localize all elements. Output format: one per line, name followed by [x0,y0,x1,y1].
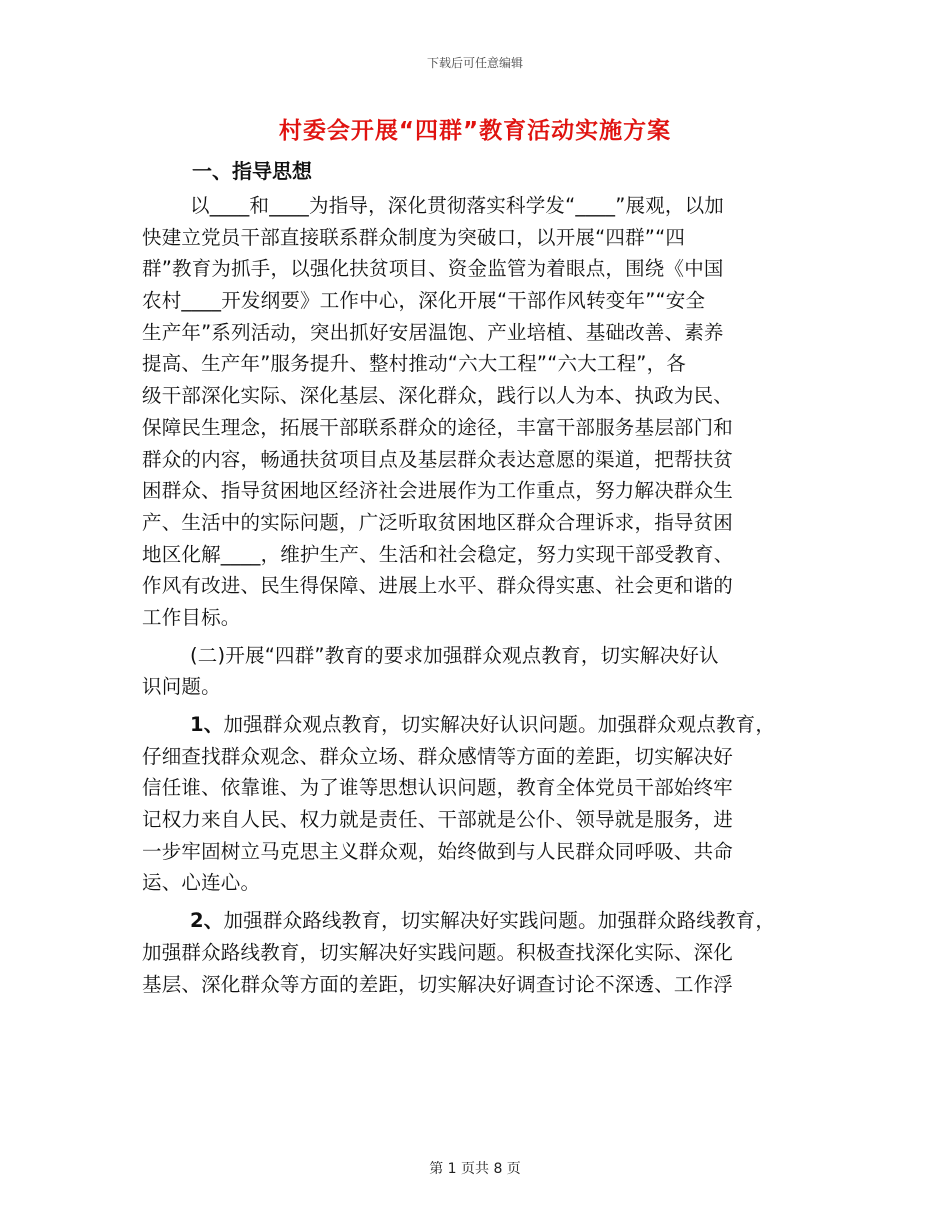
document-title: 村委会开展“四群”教育活动实施方案 [278,118,672,144]
line-text: 运、心连心。 [142,871,261,895]
line-text: 以____和____为指导，深化贯彻落实科学发“____”展观，以加 [190,194,725,217]
paragraph-line [142,348,810,380]
line-text: 群众的内容，畅通扶贫项目点及基层群众表达意愿的渠道，把帮扶贫 [142,447,734,471]
paragraph-line [142,640,810,672]
paragraph-line [142,222,810,254]
section-heading: 一、指导思想 [192,159,312,183]
line-text: 识问题。 [142,675,221,699]
paragraph-line [142,602,810,634]
line-text: 地区化解____，维护生产、生活和社会稳定，努力实现干部受教育、 [142,542,734,566]
document-body [142,190,810,1000]
line-text: 农村____开发纲要》工作中心，深化开展“干部作风转变年”“安全 [142,289,706,313]
line-text: 加强群众观点教育，切实解决好认识问题。加强群众观点教育， [223,713,776,736]
item-number: 1、 [190,713,224,736]
line-text: 作风有改进、民生得保障、进展上水平、群众得实惠、社会更和谐的 [142,574,734,598]
paragraph-line [142,444,810,476]
paragraph-line [142,412,810,444]
paragraph-line [142,380,810,412]
paragraph-line [142,285,810,317]
paragraph-line [142,867,810,899]
header-note: 下载后可任意编辑 [426,56,523,70]
paragraph-line [142,772,810,804]
line-text: 保障民生理念，拓展干部联系群众的途径，丰富干部服务基层部门和 [142,415,734,439]
line-text: 工作目标。 [142,605,241,629]
paragraph-line [142,317,810,349]
line-text: 信任谁、依靠谁、为了谁等思想认识问题，教育全体党员干部始终牢 [142,776,734,800]
line-text: 加强群众路线教育，切实解决好实践问题。积极查找深化实际、深化 [142,940,734,964]
line-text: 加强群众路线教育，切实解决好实践问题。加强群众路线教育， [223,909,776,933]
paragraph [142,709,810,899]
paragraph-line [142,190,810,222]
line-text: 一步牢固树立马克思主义群众观，始终做到与人民群众同呼吸、共命 [142,839,734,863]
line-text: 级干部深化实际、深化基层、深化群众，践行以人为本、执政为民、 [142,384,734,408]
paragraph-line [142,905,810,937]
line-text: 困群众、指导贫困地区经济社会进展作为工作重点，努力解决群众生 [142,479,734,503]
paragraph [142,905,810,1000]
paragraph-line [142,741,810,773]
paragraph [142,640,810,703]
paragraph-line [142,475,810,507]
paragraph-line [142,969,810,1001]
page-footer: 第 1 页共 8 页 [429,1161,521,1177]
paragraph-line [142,253,810,285]
line-text: 基层、深化群众等方面的差距，切实解决好调查讨论不深透、工作浮 [142,972,734,996]
paragraph-line [142,507,810,539]
item-number: 2、 [190,909,224,933]
line-text: 群”教育为抓手，以强化扶贫项目、资金监管为着眼点，围绕《中国 [142,257,724,281]
line-text: 提高、生产年”服务提升、整村推动“六大工程”“六大工程”，各 [142,352,687,376]
paragraph-line [142,709,810,741]
line-text: (二)开展“四群”教育的要求加强群众观点教育，切实解决好认 [190,643,719,667]
paragraph-line [142,671,810,703]
paragraph-line [142,836,810,868]
paragraph-line [142,570,810,602]
line-text: 快建立党员干部直接联系群众制度为突破口，以开展“四群”“四 [142,225,686,249]
line-text: 生产年”系列活动，突出抓好安居温饱、产业培植、基础改善、素养 [142,320,724,344]
line-text: 产、生活中的实际问题，广泛听取贫困地区群众合理诉求，指导贫困 [142,510,734,534]
paragraph [142,190,810,634]
paragraph-line [142,804,810,836]
line-text: 记权力来自人民、权力就是责任、干部就是公仆、领导就是服务，进 [142,808,734,832]
paragraph-line [142,539,810,571]
line-text: 仔细查找群众观念、群众立场、群众感情等方面的差距，切实解决好 [142,744,734,768]
paragraph-line [142,937,810,969]
